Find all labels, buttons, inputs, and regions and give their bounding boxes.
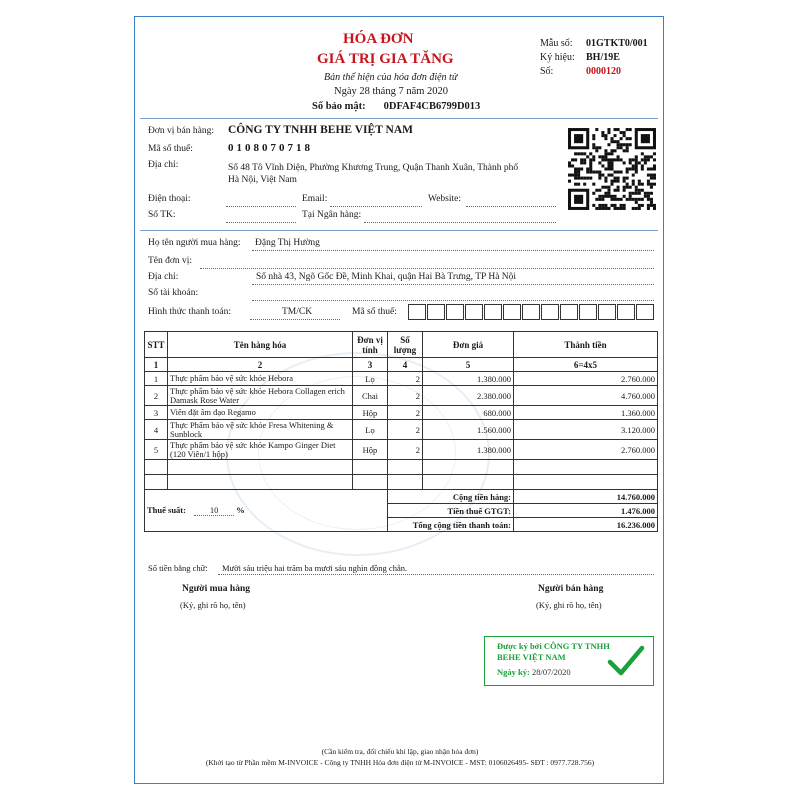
payment-method: TM/CK	[282, 307, 313, 317]
index-cell: 1	[145, 358, 168, 372]
empty-cell	[168, 475, 353, 490]
empty-cell	[388, 475, 423, 490]
tax-box	[446, 304, 464, 320]
empty-cell	[514, 475, 658, 490]
seller-phone-line	[226, 206, 296, 207]
index-cell: 4	[388, 358, 423, 372]
seller-website-label: Website:	[428, 194, 462, 204]
row-unit-price: 680.000	[423, 406, 514, 420]
empty-cell	[423, 460, 514, 475]
payment-method-line	[250, 319, 340, 320]
row-stt: 1	[145, 372, 168, 386]
table-row-empty	[145, 475, 658, 490]
row-stt: 4	[145, 420, 168, 440]
row-unit: Lọ	[353, 420, 388, 440]
invoice-title: HÓA ĐƠN	[343, 31, 414, 47]
buyer-name: Đặng Thị Hường	[255, 238, 320, 248]
form-number-value: 01GTKT0/001	[586, 38, 648, 49]
sign-date-value: 28/07/2020	[531, 667, 571, 677]
seller-name-label: Đơn vị bán hàng:	[148, 126, 214, 136]
amount-in-words-label: Số tiền bằng chữ:	[148, 563, 208, 573]
vat-rate: 10	[194, 505, 234, 516]
invoice-number-label: Số:	[540, 66, 554, 77]
buyer-name-label: Họ tên người mua hàng:	[148, 238, 241, 248]
buyer-tax-label: Mã số thuế:	[352, 307, 397, 317]
table-row	[145, 440, 658, 460]
footer-software-note: (Khởi tạo từ Phần mềm M-INVOICE - Công ty TNHH Hóa đơn điện tử M-INVOICE - MST: 0106026495- SĐT : 0977.728.756)	[205, 758, 595, 767]
header-stt: STT	[145, 332, 168, 358]
row-amount: 2.760.000	[514, 440, 658, 460]
row-amount: 2.760.000	[514, 372, 658, 386]
invoice-title-vat: GIÁ TRỊ GIA TĂNG	[317, 51, 454, 67]
row-quantity: 2	[388, 372, 423, 386]
seller-email-line	[330, 206, 422, 207]
row-unit: Chai	[353, 386, 388, 406]
row-quantity: 2	[388, 386, 423, 406]
row-product: Thực Phẩm bảo vệ sức khỏe Fresa Whitening & Sunblock	[168, 420, 353, 440]
secret-code-label: Số bảo mật:	[312, 101, 366, 112]
invoice-symbol-value: BH/19E	[586, 52, 620, 63]
secret-code	[312, 101, 480, 112]
seller-website-line	[466, 206, 556, 207]
empty-cell	[145, 475, 168, 490]
seller-bank-line	[364, 222, 556, 223]
qr-code	[568, 128, 656, 210]
seller-address-line2: Hà Nội, Việt Nam	[228, 175, 297, 185]
invoice-symbol	[540, 52, 620, 63]
subtotal-label: Cộng tiền hàng:	[388, 490, 514, 504]
form-number	[540, 38, 648, 49]
tax-box	[636, 304, 654, 320]
amount-in-words-line	[218, 574, 654, 575]
signed-by-line1: Được ký bởi CÔNG TY TNHH	[497, 641, 610, 651]
tax-box	[484, 304, 502, 320]
row-unit-price: 1.380.000	[423, 440, 514, 460]
amount-in-words: Mười sáu triệu hai trăm ba mươi sáu nghìn đồng chẵn.	[222, 563, 408, 573]
table-row	[145, 386, 658, 406]
buyer-account-label: Số tài khoản:	[148, 288, 199, 298]
seller-name: CÔNG TY TNHH BEHE VIỆT NAM	[228, 124, 413, 136]
items-body	[145, 372, 658, 490]
buyer-signature-note: (Ký, ghi rõ họ, tên)	[180, 600, 246, 610]
sign-date-label: Ngày ký:	[497, 667, 530, 677]
tax-box	[465, 304, 483, 320]
tax-box	[579, 304, 597, 320]
buyer-address-label: Địa chỉ:	[148, 272, 179, 282]
seller-tax-code: 0108070718	[228, 142, 313, 154]
tax-box	[427, 304, 445, 320]
digital-signature-box	[484, 636, 654, 686]
header-unit-price: Đơn giá	[423, 332, 514, 358]
row-product: Thực phẩm bảo vệ sức khỏe Hebora Collagen erich Damask Rose Water	[168, 386, 353, 406]
row-quantity: 2	[388, 440, 423, 460]
tax-box	[598, 304, 616, 320]
totals-body	[145, 490, 658, 532]
invoice-subtitle: Bản thể hiện của hóa đơn điện tử	[324, 72, 458, 83]
seller-signature-title: Người bán hàng	[538, 584, 604, 594]
vat-rate-label: Thuế suất:	[147, 505, 186, 515]
invoice-date: Ngày 28 tháng 7 năm 2020	[334, 86, 449, 97]
row-unit-price: 1.560.000	[423, 420, 514, 440]
vat-label: Tiền thuế GTGT:	[388, 504, 514, 518]
seller-signature-note: (Ký, ghi rõ họ, tên)	[536, 600, 602, 610]
seller-address-line1: Số 48 Tô Vĩnh Diện, Phường Khương Trung, Quận Thanh Xuân, Thành phố	[228, 163, 519, 173]
vat-value: 1.476.000	[514, 504, 658, 518]
empty-cell	[423, 475, 514, 490]
seller-tax-label: Mã số thuế:	[148, 144, 193, 154]
row-amount: 4.760.000	[514, 386, 658, 406]
row-unit-price: 2.380.000	[423, 386, 514, 406]
invoice-number-value: 0000120	[586, 66, 621, 77]
tax-box	[541, 304, 559, 320]
invoice-symbol-label: Ký hiệu:	[540, 52, 575, 63]
total-label: Tổng cộng tiền thanh toán:	[388, 518, 514, 532]
table-header-row	[145, 332, 658, 358]
empty-cell	[353, 460, 388, 475]
row-unit-price: 1.380.000	[423, 372, 514, 386]
header-quantity: Số lượng	[388, 332, 423, 358]
row-quantity: 2	[388, 420, 423, 440]
row-stt: 2	[145, 386, 168, 406]
subtotal-row	[145, 490, 658, 504]
row-product: Thực phẩm bảo vệ sức khỏe Kampo Ginger Diet (120 Viên/1 hộp)	[168, 440, 353, 460]
seller-phone-label: Điện thoại:	[148, 194, 191, 204]
empty-cell	[168, 460, 353, 475]
buyer-account-line	[252, 300, 654, 301]
row-unit: Hộp	[353, 406, 388, 420]
seller-bank-label: Tại Ngân hàng:	[302, 210, 362, 220]
vat-rate-percent: %	[236, 505, 245, 515]
row-amount: 1.360.000	[514, 406, 658, 420]
table-index-row	[145, 358, 658, 372]
tax-box	[560, 304, 578, 320]
total-value: 16.236.000	[514, 518, 658, 532]
seller-address-label: Địa chỉ:	[148, 160, 179, 170]
header-unit: Đơn vị tính	[353, 332, 388, 358]
empty-cell	[388, 460, 423, 475]
tax-box	[503, 304, 521, 320]
invoice-number	[540, 66, 621, 77]
row-product: Thực phẩm bảo vệ sức khỏe Hebora	[168, 372, 353, 386]
divider-top	[140, 118, 658, 119]
items-table	[144, 331, 658, 532]
empty-cell	[514, 460, 658, 475]
buyer-name-line	[252, 250, 654, 251]
divider-seller	[140, 230, 658, 231]
payment-method-label: Hình thức thanh toán:	[148, 307, 231, 317]
vat-rate-cell	[145, 490, 388, 532]
footer-check-note: (Cần kiểm tra, đối chiếu khi lập, giao nhận hóa đơn)	[321, 747, 479, 756]
index-cell: 6=4x5	[514, 358, 658, 372]
index-cell: 2	[168, 358, 353, 372]
signed-by-line2: BEHE VIỆT NAM	[497, 652, 566, 662]
empty-cell	[353, 475, 388, 490]
buyer-address-line	[252, 284, 654, 285]
sign-date	[497, 667, 571, 677]
table-row	[145, 420, 658, 440]
index-cell: 3	[353, 358, 388, 372]
table-row	[145, 372, 658, 386]
buyer-address: Số nhà 43, Ngõ Gốc Đề, Minh Khai, quận Hai Bà Trưng, TP Hà Nội	[256, 272, 517, 282]
row-unit: Lọ	[353, 372, 388, 386]
subtotal-value: 14.760.000	[514, 490, 658, 504]
empty-cell	[145, 460, 168, 475]
row-product: Viên đặt âm đạo Regamo	[168, 406, 353, 420]
row-stt: 3	[145, 406, 168, 420]
form-number-label: Mẫu số:	[540, 38, 573, 49]
tax-box	[408, 304, 426, 320]
buyer-unit-line	[200, 268, 654, 269]
checkmark-icon	[607, 645, 645, 677]
secret-code-value: 0DFAF4CB6799D013	[383, 101, 481, 112]
seller-account-line	[226, 222, 296, 223]
header-product: Tên hàng hóa	[168, 332, 353, 358]
buyer-unit-label: Tên đơn vị:	[148, 256, 193, 266]
buyer-signature-title: Người mua hàng	[182, 584, 250, 594]
table-row	[145, 406, 658, 420]
table-row-empty	[145, 460, 658, 475]
header-amount: Thành tiền	[514, 332, 658, 358]
tax-box	[617, 304, 635, 320]
row-quantity: 2	[388, 406, 423, 420]
seller-account-label: Số TK:	[148, 210, 176, 220]
seller-email-label: Email:	[302, 194, 328, 204]
tax-box	[522, 304, 540, 320]
row-amount: 3.120.000	[514, 420, 658, 440]
index-cell: 5	[423, 358, 514, 372]
row-stt: 5	[145, 440, 168, 460]
row-unit: Hộp	[353, 440, 388, 460]
